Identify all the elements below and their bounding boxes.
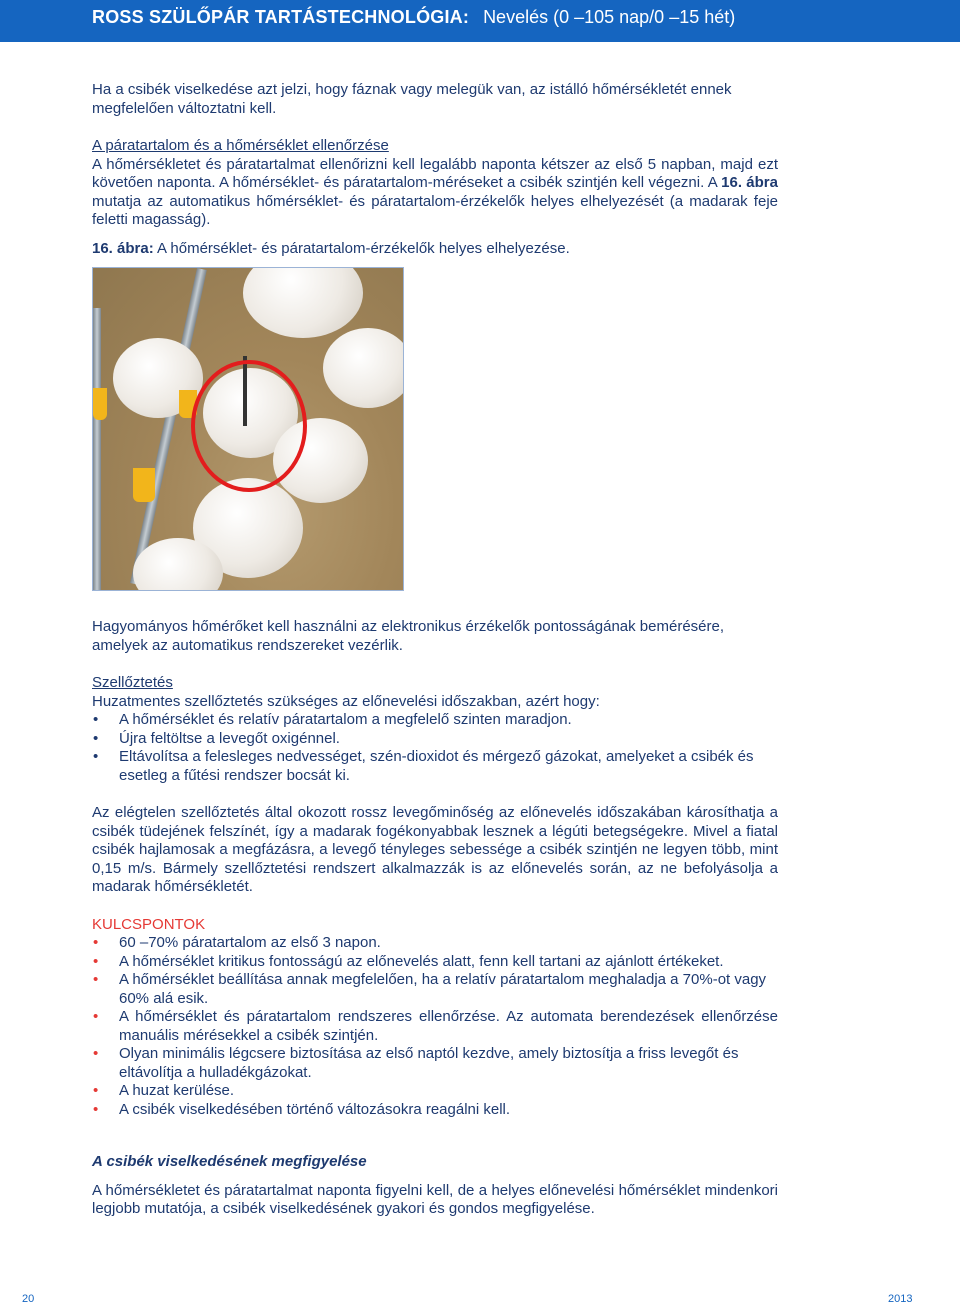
page-header (0, 0, 960, 42)
behaviour-heading: A csibék viselkedésének megfigyelése (92, 1153, 367, 1170)
page-content (92, 81, 778, 1219)
feeder-cup (133, 468, 155, 502)
feeder-pipe-left (93, 308, 101, 590)
bullet-icon: • (93, 971, 99, 988)
page-number: 20 (22, 1293, 35, 1305)
list-item-text: A hőmérséklet és páratartalom rendszeres ellenőrzése. Az automata berendezések ellenőrzése manuális mérésekkel a csibék szintjén. (119, 1008, 778, 1044)
list-item-text: A csibék viselkedésében történő változásokra reagálni kell. (119, 1100, 511, 1118)
list-item-text: A hőmérséklet kritikus fontosságú az előnevelés alatt, fenn kell tartani az ajánlott értékeket. (119, 952, 724, 970)
chick (323, 328, 404, 408)
list-item-text: A hőmérséklet és relatív páratartalom a megfelelő szinten maradjon. (119, 711, 572, 728)
ventilation-list (92, 711, 778, 785)
list-item-text: A hőmérséklet beállítása annak megfelelően, ha a relatív páratartalom meghaladja a 70%-ot vagy 60% alá esik. (119, 971, 767, 1007)
figure-reference: 16. ábra (721, 174, 778, 191)
bullet-icon: • (93, 934, 99, 951)
list-item-text: 60 –70% páratartalom az első 3 napon. (119, 934, 381, 951)
list-item (92, 1082, 778, 1101)
bullet-icon: • (93, 711, 99, 728)
bullet-icon: • (93, 952, 99, 970)
figure-label: 16. ábra: (92, 239, 154, 257)
keypoints-list (92, 934, 778, 1119)
list-item (92, 711, 778, 730)
behaviour-paragraph: A hőmérsékletet és páratartalmat naponta figyelni kell, de a helyes előnevelési hőmérséklet mindenkori legjobb mutatója, a csibék viselkedésének gyakori és gondos megfigyelése. (92, 1181, 778, 1217)
list-item (92, 934, 778, 953)
bullet-icon: • (93, 729, 99, 747)
figure-caption (92, 240, 778, 259)
sensor-highlight-circle (191, 360, 307, 492)
list-item (92, 730, 778, 749)
bullet-icon: • (93, 1045, 99, 1062)
bullet-icon: • (93, 748, 99, 765)
feeder-cup (93, 388, 107, 420)
list-item (92, 1008, 778, 1045)
header-main-title: ROSS SZÜLŐPÁR TARTÁSTECHNOLÓGIA: (92, 7, 470, 27)
ventilation-heading: Szellőztetés (92, 674, 173, 691)
list-item-text: Újra feltöltse a levegőt oxigénnel. (119, 729, 340, 747)
thermometer-paragraph: Hagyományos hőmérőket kell használni az elektronikus érzékelők pontosságának bemérésére, amelyek az automatikus rendszereket vezérlik. (92, 618, 725, 654)
bullet-icon: • (93, 1082, 99, 1099)
list-item-text: Eltávolítsa a felesleges nedvességet, szén-dioxidot és mérgező gázokat, amelyeket a csibék és esetleg a fűtési rendszer bocsát ki. (119, 748, 754, 784)
bullet-icon: • (93, 1008, 99, 1025)
list-item (92, 1045, 778, 1082)
chick (243, 267, 363, 338)
header-title (92, 7, 735, 28)
figure-caption-text: A hőmérséklet- és páratartalom-érzékelők helyes elhelyezése. (153, 239, 570, 257)
list-item (92, 953, 778, 972)
figure-photo-chicks-sensor (92, 267, 404, 591)
list-item (92, 971, 778, 1008)
list-item (92, 1101, 778, 1120)
header-subtitle: Nevelés (0 –105 nap/0 –15 hét) (483, 7, 736, 27)
ventilation-paragraph: Az elégtelen szellőztetés által okozott rossz levegőminőség az előnevelés időszakában károsíthatja a csibék tüdejének felszínét, így a madarak fogékonyabbak lesznek a légúti betegségekre. Mivel a fiatal csibék hajlamosak a megfázásra, a levegő tényleges sebessége a csibék szintjén ne legyen több, mint 0,15 m/s. Bármely szellőztetési rendszert alkalmazzák is az előnevelés során, az ne befolyásolja a madarak hőmérsékletét. (92, 804, 778, 895)
ventilation-intro: Huzatmentes szellőztetés szükséges az előnevelési időszakban, azért hogy: (92, 692, 600, 710)
humidity-paragraph (92, 156, 778, 230)
list-item (92, 748, 778, 785)
list-item-text: Olyan minimális légcsere biztosítása az első naptól kezdve, amely biztosítja a friss levegőt és eltávolítja a hulladékgázokat. (119, 1045, 739, 1081)
list-item-text: A huzat kerülése. (119, 1082, 235, 1099)
humidity-heading: A páratartalom és a hőmérséklet ellenőrzése (92, 137, 389, 154)
footer-year: 2013 (888, 1293, 913, 1305)
keypoints-heading: KULCSPONTOK (92, 915, 206, 933)
intro-paragraph: Ha a csibék viselkedése azt jelzi, hogy fáznak vagy melegük van, az istálló hőmérsékletét ennek megfelelően változtatni kell. (92, 81, 732, 117)
humidity-text-a: A hőmérsékletet és páratartalmat ellenőrizni kell legalább naponta kétszer az első 5 napban, majd ezt követően naponta. A hőmérséklet- és páratartalom-méréseket a csibék szintjén kell végezni. A (92, 155, 778, 191)
bullet-icon: • (93, 1100, 99, 1118)
humidity-text-b: mutatja az automatikus hőmérséklet- és páratartalom-érzékelők helyes elhelyezését (a madarak feje feletti magasság). (92, 192, 778, 228)
